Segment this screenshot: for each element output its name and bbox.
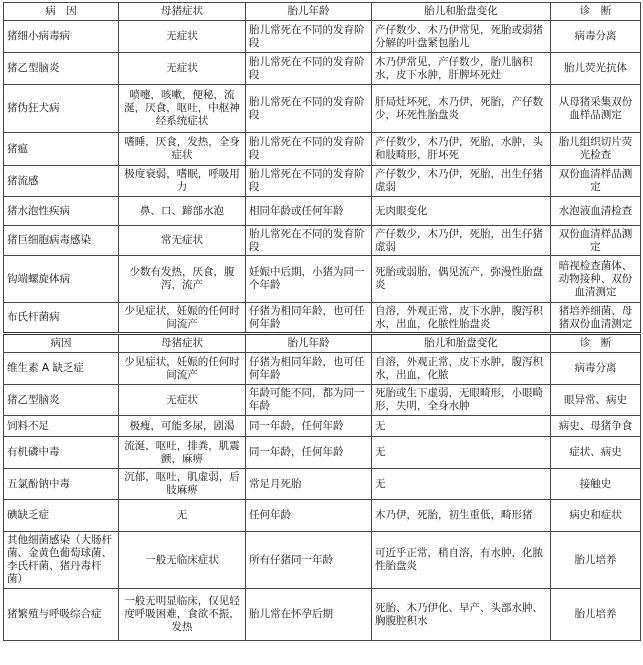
table-row	[4, 21, 641, 53]
table-cell: 猪流感	[4, 166, 119, 197]
table-cell: 其他细菌感染（大肠杆菌、金黄色葡萄球菌、李氏杆菌、猪丹毒杆菌）	[4, 532, 119, 589]
table-row	[4, 133, 641, 166]
table-cell: 同一年龄，任何年龄	[246, 416, 372, 437]
table-cell: 无	[372, 437, 551, 469]
table-cell: 双份血清样品测定	[551, 166, 641, 197]
table-cell: 胎儿组织切片荧光检查	[551, 133, 641, 166]
table-cell: 无	[372, 416, 551, 437]
table1-header-row	[4, 3, 641, 21]
table-cell: 胎儿常死在不同的发育阶段	[246, 21, 372, 53]
table-cell: 病史和症状	[551, 500, 641, 532]
table-cell: 胎儿常死在不同的发育阶段	[246, 166, 372, 197]
table-cell: 无	[119, 500, 246, 532]
table-cell: 病毒分离	[551, 353, 641, 385]
table-cell: 病史、母猪争食	[551, 416, 641, 437]
table-cell: 一般无临床症状	[119, 532, 246, 589]
table-cell: 所有仔猪同一年龄	[246, 532, 372, 589]
table-cell: 产仔数少，木乃伊，死胎，出生仔猪虚弱	[372, 166, 551, 197]
table-cell: 胎儿常死在不同的发育阶段	[246, 226, 372, 256]
table-row	[4, 469, 641, 500]
table-cell: 猪乙型脑炎	[4, 385, 119, 416]
table-cell: 少见症状，妊娠的任何时间流产	[119, 303, 246, 334]
table-cell: 年龄可能不同，都为同一年龄	[246, 385, 372, 416]
table-row	[4, 532, 641, 589]
table-row	[4, 589, 641, 641]
table-cell: 任何年龄	[246, 500, 372, 532]
table-cell: 胎儿常死在不同的发育阶段	[246, 133, 372, 166]
table-cell: 产仔数少、木乃伊常见，死胎或弱猪分解的叶盘紧包胎儿	[372, 21, 551, 53]
table-cell: 常无症状	[119, 226, 246, 256]
table-cell: 饲料不足	[4, 416, 119, 437]
table-cell: 无	[372, 469, 551, 500]
table-cell: 胎儿培养	[551, 589, 641, 641]
column-header: 病因	[4, 334, 119, 353]
table-cell: 死胎或生下虚弱，无眼畸形，小眼畸形，失明，全身水肿	[372, 385, 551, 416]
table-cell: 猪培养细菌、母猪双份血清测定	[551, 303, 641, 334]
table-cell: 眼异常、病史	[551, 385, 641, 416]
table-cell: 少见症状，妊娠的任何时间流产	[119, 353, 246, 385]
table-cell: 胎儿培养	[551, 532, 641, 589]
table-row	[4, 416, 641, 437]
table-cell: 一般无明显临床，仅见轻度呼吸困难，食欲不振，发热	[119, 589, 246, 641]
table-cell: 布氏杆菌病	[4, 303, 119, 334]
table-cell: 少数有发热，厌食，腹泻，流产	[119, 256, 246, 303]
table-cell: 鼻、口、蹄部水泡	[119, 197, 246, 226]
table-row	[4, 53, 641, 85]
table-row	[4, 85, 641, 133]
table-cell: 猪细小病毒病	[4, 21, 119, 53]
table-row	[4, 166, 641, 197]
table-row	[4, 437, 641, 469]
column-header: 诊 断	[551, 334, 641, 353]
table-row	[4, 385, 641, 416]
table-cell: 自溶，外观正常，皮下水肿，腹泻积水，出血，化脓	[372, 353, 551, 385]
table-cell: 同一年龄，任何年龄	[246, 437, 372, 469]
column-header: 诊 断	[551, 3, 641, 21]
table-cell: 无症状	[119, 53, 246, 85]
table-cell: 嗜睡，厌食，发热，全身症状	[119, 133, 246, 166]
table-cell: 产仔数少，木乃伊，死胎，出生仔猪虚弱	[372, 226, 551, 256]
table-row	[4, 353, 641, 385]
table-row	[4, 500, 641, 532]
column-header: 胎儿和胎盘变化	[372, 3, 551, 21]
table-cell: 无症状	[119, 385, 246, 416]
table-cell: 木乃伊，死胎，初生重低，畸形猪	[372, 500, 551, 532]
table-row	[4, 256, 641, 303]
disease-table	[3, 2, 641, 641]
table-cell: 无肉眼变化	[372, 197, 551, 226]
table-cell: 仔猪为相同年龄，也可任何年龄	[246, 303, 372, 334]
table-cell: 产仔数少，木乃伊，死胎，水肿，头和肢畸形，肝坏死	[372, 133, 551, 166]
table-cell: 妊娠中后期，小猪为同一个年龄	[246, 256, 372, 303]
table-cell: 猪伪狂犬病	[4, 85, 119, 133]
table-cell: 极瘦，可能多尿，剧渴	[119, 416, 246, 437]
table-cell: 病毒分离	[551, 21, 641, 53]
column-header: 胎儿年龄	[246, 3, 372, 21]
table-cell: 症状、病史	[551, 437, 641, 469]
table-cell: 五氯酚钠中毒	[4, 469, 119, 500]
column-header: 病 因	[4, 3, 119, 21]
table-cell: 胎儿常在怀孕后期	[246, 589, 372, 641]
table-cell: 胎儿荧光抗体	[551, 53, 641, 85]
disease-comparison-document	[3, 2, 640, 641]
table-cell: 猪巨细胞病毒感染	[4, 226, 119, 256]
table-cell: 水泡液血清检查	[551, 197, 641, 226]
table-row	[4, 303, 641, 334]
table-cell: 猪水泡性疾病	[4, 197, 119, 226]
table-cell: 接触史	[551, 469, 641, 500]
table-cell: 猪乙型脑炎	[4, 53, 119, 85]
table-cell: 维生素 A 缺乏症	[4, 353, 119, 385]
table-cell: 木乃伊常见，产仔数少，胎儿脑积水，皮下水肿，肝脾坏死灶	[372, 53, 551, 85]
table-row	[4, 226, 641, 256]
table-cell: 肝局灶坏死，木乃伊，死胎，产仔数少，坏死性胎盘炎	[372, 85, 551, 133]
table-cell: 仔猪为相同年龄，也可任何年龄	[246, 353, 372, 385]
table-cell: 从母猪采集双份血样品测定	[551, 85, 641, 133]
table-cell: 胎儿常死在不同的发育阶段	[246, 53, 372, 85]
column-header: 胎儿年龄	[246, 334, 372, 353]
table-cell: 可近乎正常，稍自溶，有水肿，化脓性胎盘炎	[372, 532, 551, 589]
table-cell: 无症状	[119, 21, 246, 53]
table-cell: 极度衰弱，嗜眠，呼吸用力	[119, 166, 246, 197]
table-row	[4, 197, 641, 226]
table-cell: 相同年龄或任何年龄	[246, 197, 372, 226]
table-cell: 猪瘟	[4, 133, 119, 166]
table-cell: 钩端螺旋体病	[4, 256, 119, 303]
column-header: 胎儿和胎盘变化	[372, 334, 551, 353]
table-cell: 碘缺乏症	[4, 500, 119, 532]
table-cell: 常足月死胎	[246, 469, 372, 500]
table-cell: 沉郁，呕吐，肌虚弱，后肢麻痹	[119, 469, 246, 500]
column-header: 母猪症状	[119, 3, 246, 21]
table-cell: 胎儿常死在不同的发育阶段	[246, 85, 372, 133]
table-cell: 有机磷中毒	[4, 437, 119, 469]
table2-header-row	[4, 334, 641, 353]
column-header: 母猪症状	[119, 334, 246, 353]
table-cell: 死胎或弱胎，偶见流产，弥漫性胎盘炎	[372, 256, 551, 303]
table-cell: 双份血清样品测定	[551, 226, 641, 256]
table-cell: 死胎、木乃伊化、早产、头部水肿、胸腹腔积水	[372, 589, 551, 641]
table-cell: 流涎，呕吐，排粪，肌震颤，麻痹	[119, 437, 246, 469]
table-cell: 自溶，外观正常，皮下水肿，腹泻积水，出血，化脓性胎盘炎	[372, 303, 551, 334]
table-cell: 喷嚏，咳嗽，便秘，流涎，厌食，呕吐，中枢神经系统症状	[119, 85, 246, 133]
table-cell: 暗视检查菌体、动物接种、双份血清测定	[551, 256, 641, 303]
table-cell: 猪繁殖与呼吸综合症	[4, 589, 119, 641]
